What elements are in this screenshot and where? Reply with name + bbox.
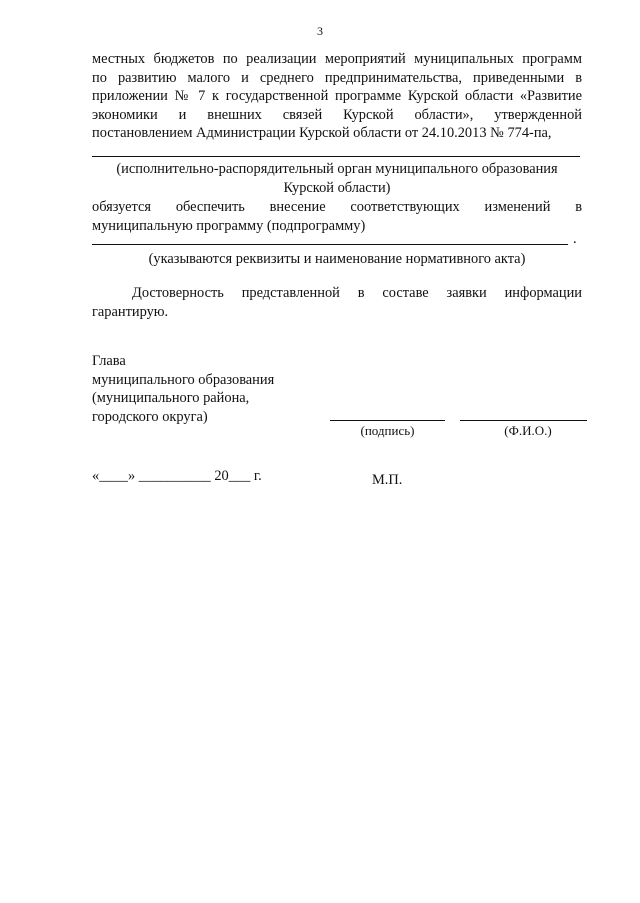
signature-caption: (подпись) bbox=[360, 423, 415, 438]
paragraph-budgets bbox=[92, 50, 582, 143]
paragraph-line: муниципальную программу (подпрограмму) bbox=[92, 217, 366, 234]
organ-caption-line: Курской области) bbox=[283, 180, 391, 196]
signatory-line: муниципального образования bbox=[92, 371, 275, 388]
organ-caption-line: (исполнительно-распорядительный орган муниципального образования bbox=[116, 161, 558, 177]
signatory-block bbox=[92, 352, 352, 426]
organ-fill-line bbox=[92, 156, 580, 157]
stamp-place: М.П. bbox=[372, 472, 403, 488]
paragraph-line: постановлением Администрации Курской области от 24.10.2013 № 774-па, bbox=[92, 125, 552, 142]
act-fill-line bbox=[92, 244, 568, 245]
paragraph-line: по развитию малого и среднего предпринимательства, приведенными в bbox=[92, 69, 582, 86]
paragraph-line: местных бюджетов по реализации мероприятий муниципальных программ bbox=[92, 51, 582, 67]
paragraph-guarantee bbox=[92, 284, 582, 321]
signatory-line: городского округа) bbox=[92, 408, 208, 425]
signatory-line: (муниципального района, bbox=[92, 390, 250, 407]
paragraph-obligation bbox=[92, 198, 582, 235]
act-caption: (указываются реквизиты и наименование нормативного акта) bbox=[148, 251, 526, 267]
paragraph-line: Достоверность представленной в составе заявки информации bbox=[132, 285, 582, 301]
signature-fill-line bbox=[330, 420, 445, 421]
fio-fill-line bbox=[460, 420, 587, 421]
signatory-line: Глава bbox=[92, 353, 126, 369]
paragraph-line: гарантирую. bbox=[92, 303, 169, 320]
date-line: «____» __________ 20___ г. bbox=[92, 468, 262, 484]
page-number: 3 bbox=[317, 24, 323, 38]
line-end-dot: . bbox=[573, 231, 577, 247]
fio-caption: (Ф.И.О.) bbox=[504, 423, 552, 438]
paragraph-line: обязуется обеспечить внесение соответствующих изменений в bbox=[92, 199, 582, 215]
paragraph-line: экономики и внешних связей Курской области», утвержденной bbox=[92, 106, 582, 123]
paragraph-line: приложении № 7 к государственной программе Курской области «Развитие bbox=[92, 88, 582, 105]
